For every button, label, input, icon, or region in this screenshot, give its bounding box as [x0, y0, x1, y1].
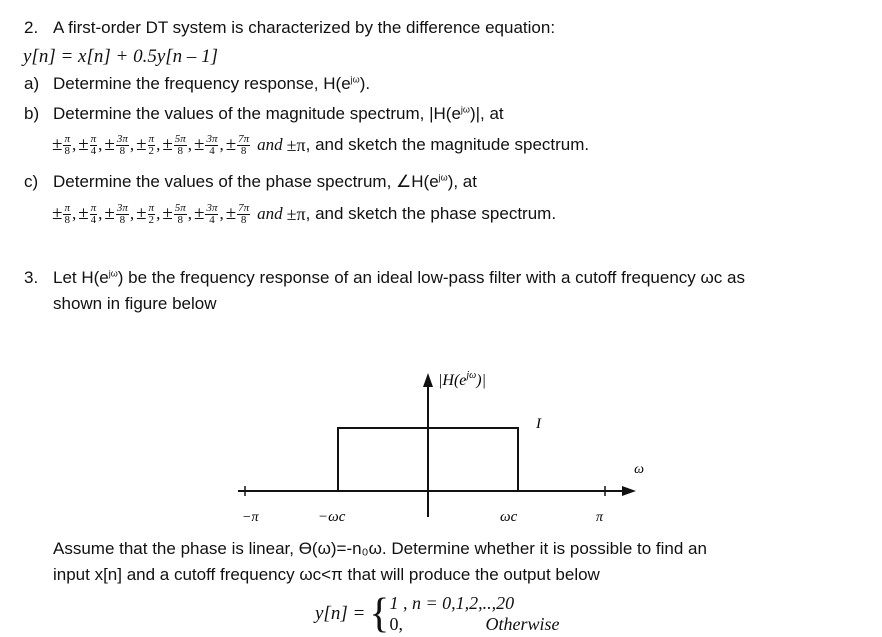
output-cases [389, 593, 559, 635]
c-fraction: $\frac{7\pi}{8}$ [238, 201, 250, 226]
q2-number: 2. [24, 18, 39, 37]
q3-assume-line2: input x[n] and a cutoff frequency ωc<π that will produce the output below [53, 565, 600, 584]
plus-minus-sign: ± [194, 203, 205, 224]
plus-minus-sign: ± [162, 203, 173, 224]
q2a-label: a) [24, 74, 40, 93]
q2c-frequency-list: ± $\frac{\pi}{8}$ , ± $\frac{\pi}{4}$ , ± $\frac{3\pi}{8}$ , ± $\frac{\pi}{2}$ , ± $\frac{5\pi}{8}$ , ± $\frac{3\pi}{4}$ , ± $\frac{7\pi}{8}$ and ±π , and sketch the phase spectrum. [52, 201, 557, 226]
q2c-label: c) [24, 172, 39, 191]
x-axis-arrow-icon [622, 486, 636, 496]
plus-minus-sign: ± [136, 134, 147, 155]
q3-line2: shown in figure below [53, 294, 217, 313]
output-case-1: 1 , n = 0,1,2,..,20 [389, 593, 515, 613]
output-lhs: y[n] = [315, 603, 366, 624]
q3-line1: Let $H(e^{j\omega})$ be the frequency response of an ideal low-pass filter with a cutoff frequency ωc as [53, 268, 745, 287]
output-case-2: 0, Otherwise [389, 614, 560, 634]
c-fraction: $\frac{3\pi}{8}$ [116, 201, 128, 226]
plus-minus-sign: ± [136, 203, 147, 224]
and-word: and [257, 135, 283, 154]
q2b-frequency-list: ± $\frac{\pi}{8}$ , ± $\frac{\pi}{4}$ , ± $\frac{3\pi}{8}$ , ± $\frac{\pi}{2}$ , ± $\frac{5\pi}{8}$ , ± $\frac{3\pi}{4}$ , ± $\frac{7\pi}{8}$ and ±π , and sketch the magnitude spectrum. [52, 132, 590, 157]
q2-equation: y[n] = x[n] + 0.5y[n – 1] [23, 46, 219, 67]
tick-label-neg-pi: −π [242, 510, 259, 525]
plus-minus-sign: ± [104, 134, 115, 155]
q3-output-equation [315, 592, 559, 636]
c-fraction: $\frac{5\pi}{8}$ [174, 201, 186, 226]
q3-assume-line1: Assume that the phase is linear, Ɵ(ω)=-n₀ω. Determine whether it is possible to find an [53, 539, 707, 558]
plus-minus-sign: ± [225, 203, 237, 224]
plus-minus-pi: ±π [286, 203, 306, 224]
q2b-label: b) [24, 104, 40, 123]
b-fraction: $\frac{3\pi}{4}$ [206, 132, 218, 157]
lowpass-filter-figure [220, 355, 644, 535]
plus-minus-sign: ± [78, 203, 89, 224]
c-fraction: $\frac{3\pi}{4}$ [206, 201, 218, 226]
gain-label: I [536, 416, 541, 432]
q2-intro: A first-order DT system is characterized by the difference equation: [53, 18, 556, 37]
plus-minus-pi: ±π [286, 134, 306, 155]
tick-label-wc: ωc [500, 509, 518, 525]
y-axis-label: $|H(e^{j\omega})|$ [438, 370, 486, 389]
x-axis-label: ω [634, 462, 644, 477]
b-fraction: $\frac{\pi}{2}$ [148, 132, 155, 157]
y-axis-arrow-icon [423, 373, 433, 387]
b-fraction: $\frac{\pi}{8}$ [64, 132, 70, 157]
b-fraction: $\frac{7\pi}{8}$ [238, 132, 250, 157]
plus-minus-sign: ± [78, 134, 89, 155]
plus-minus-sign: ± [52, 134, 63, 155]
frequency-tail-text: , and sketch the phase spectrum. [305, 204, 557, 223]
c-fraction: $\frac{\pi}{4}$ [90, 201, 97, 226]
c-fraction: $\frac{\pi}{2}$ [148, 201, 155, 226]
b-fraction: $\frac{3\pi}{8}$ [116, 132, 128, 157]
piecewise-brace-icon: { [369, 591, 390, 637]
plus-minus-sign: ± [225, 134, 237, 155]
and-word: and [257, 204, 283, 223]
c-fraction: $\frac{\pi}{8}$ [64, 201, 70, 226]
frequency-tail-text: , and sketch the magnitude spectrum. [305, 135, 590, 154]
plus-minus-sign: ± [52, 203, 63, 224]
b-fraction: $\frac{5\pi}{8}$ [174, 132, 186, 157]
tick-label-neg-wc: −ωc [318, 509, 346, 525]
plus-minus-sign: ± [194, 134, 205, 155]
q3-number: 3. [24, 268, 39, 287]
plus-minus-sign: ± [104, 203, 115, 224]
q2a-text: Determine the frequency response, $H(e^{j\omega})$. [53, 74, 371, 93]
b-fraction: $\frac{\pi}{4}$ [90, 132, 97, 157]
q2c-text: Determine the values of the phase spectrum, $\angle H(e^{j\omega})$, at [53, 172, 477, 191]
tick-label-pos-pi: π [596, 510, 604, 525]
plus-minus-sign: ± [162, 134, 173, 155]
q2b-text: Determine the values of the magnitude spectrum, $|H(e^{j\omega})|$, at [53, 104, 504, 123]
